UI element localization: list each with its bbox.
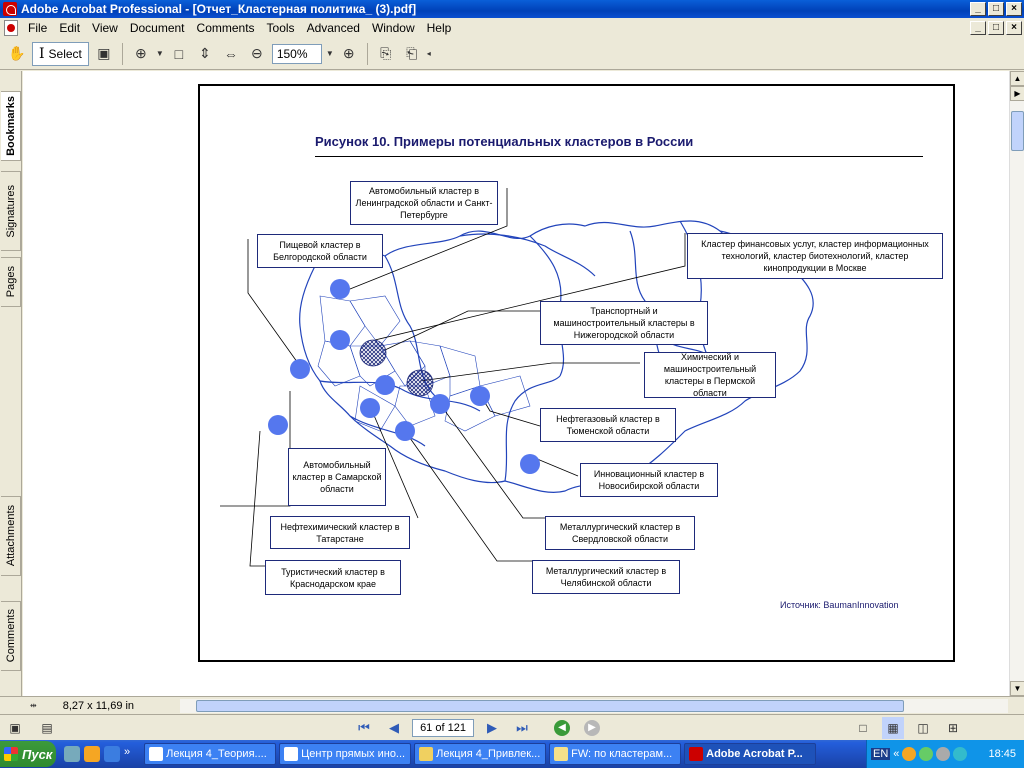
marker-moscow: [330, 330, 350, 350]
go-forward-icon[interactable]: ▶: [584, 720, 600, 736]
word-doc-icon: [149, 747, 163, 761]
horizontal-scroll-thumb[interactable]: [196, 700, 904, 712]
email-envelope-icon: [554, 747, 568, 761]
select-tool-label: Select: [48, 46, 82, 61]
label-belgorod: Пищевой кластер в Белгородской области: [257, 234, 383, 268]
zoom-in-icon[interactable]: ⊕: [342, 45, 355, 61]
label-tatarstan: Нефтехимический кластер в Татарстане: [270, 516, 410, 549]
marker-tyumen: [470, 386, 490, 406]
tab-bookmarks-label: Bookmarks: [4, 96, 17, 156]
rotate-view-icon[interactable]: ⎘: [380, 45, 392, 61]
marker-leningrad: [330, 279, 350, 299]
label-samara: Автомобильный кластер в Самарской области: [288, 448, 386, 506]
tab-comments-label: Comments: [4, 609, 17, 663]
tab-bookmarks[interactable]: [1, 91, 21, 161]
word-doc-icon: [284, 747, 298, 761]
tab-attachments[interactable]: [1, 496, 21, 576]
vertical-scrollbar[interactable]: [1009, 71, 1024, 696]
hand-tool-icon[interactable]: ✋: [8, 45, 26, 61]
quick-launch-more-icon[interactable]: »: [124, 746, 131, 758]
label-novosibirsk: Инновационный кластер в Новосибирской области: [580, 463, 718, 497]
scroll-up-icon[interactable]: ▲: [1010, 71, 1024, 86]
internet-explorer-icon[interactable]: [104, 746, 120, 762]
marker-belgorod: [290, 359, 310, 379]
horizontal-scrollbar[interactable]: [180, 699, 1008, 713]
taskbar-item-lecture-folder[interactable]: [414, 743, 546, 765]
title-bar: [0, 0, 1024, 18]
windows-taskbar: [0, 740, 1024, 768]
taskbar-item-label: FW: по кластерам...: [571, 748, 673, 760]
tab-attachments-label: Attachments: [4, 505, 17, 567]
document-icon[interactable]: [4, 20, 18, 36]
label-perm: Химический и машиностроительный кластеры в Пермской области: [644, 352, 776, 398]
show-desktop-icon[interactable]: [64, 746, 80, 762]
toolbar-more-icon[interactable]: ◂: [426, 49, 431, 58]
taskbar-item-label: Лекция 4_Привлек...: [436, 748, 541, 760]
menu-file[interactable]: File: [28, 21, 48, 35]
menu-view[interactable]: View: [92, 21, 118, 35]
window-title: Adobe Acrobat Professional - [Отчет_Кластерная политика_ (3).pdf]: [21, 2, 417, 16]
taskbar-item-label: Adobe Acrobat P...: [706, 748, 803, 760]
pdf-page: [198, 84, 955, 662]
start-button-label: Пуск: [22, 746, 53, 762]
vertical-scroll-thumb[interactable]: [1011, 111, 1024, 151]
folder-icon: [419, 747, 433, 761]
marker-krasnodar: [268, 415, 288, 435]
tray-network-icon[interactable]: [919, 747, 933, 761]
taskbar-item-label: Лекция 4_Теория....: [166, 748, 267, 760]
first-page-icon[interactable]: ⏮: [358, 719, 370, 735]
acrobat-app-icon[interactable]: [3, 2, 17, 16]
close-button[interactable]: ×: [1006, 2, 1022, 16]
taskbar-item-word-lecture-theory[interactable]: [144, 743, 276, 765]
horizontal-status-bar: [0, 696, 1024, 714]
tray-expand-icon[interactable]: «: [893, 748, 900, 760]
taskbar-item-direct-investment-center[interactable]: [279, 743, 411, 765]
doc-restore-button[interactable]: □: [988, 21, 1004, 35]
label-leningrad: Автомобильный кластер в Ленинградской области и Санкт-Петербурге: [350, 181, 498, 225]
maximize-button[interactable]: □: [988, 2, 1004, 16]
outlook-express-icon[interactable]: [84, 746, 100, 762]
windows-logo-icon: [4, 747, 18, 761]
marker-tatarstan: [375, 375, 395, 395]
acrobat-icon: [689, 747, 703, 761]
menu-bar: [0, 18, 1024, 38]
fit-width-icon[interactable]: ⇔: [223, 45, 238, 62]
tab-pages[interactable]: [1, 257, 21, 307]
label-nizhny: Транспортный и машиностроительный кластеры в Нижегородской области: [540, 301, 708, 345]
zoom-level-input[interactable]: 150%: [272, 44, 322, 64]
tab-signatures[interactable]: [1, 171, 21, 251]
go-back-icon[interactable]: ◀: [554, 720, 570, 736]
doc-minimize-button[interactable]: _: [970, 21, 986, 35]
zoom-tool-dropdown-icon[interactable]: ▼: [155, 49, 164, 58]
next-page-icon[interactable]: ▶: [487, 719, 497, 735]
marker-perm: [407, 370, 433, 396]
tab-comments[interactable]: [1, 601, 21, 671]
map-regions: [318, 296, 530, 431]
facing-layout-icon[interactable]: ◫: [917, 720, 929, 735]
marker-sverdlovsk: [430, 394, 450, 414]
navigation-panel-tabs: [0, 71, 22, 696]
toolbar: [0, 38, 1024, 70]
menu-document[interactable]: Document: [129, 21, 185, 35]
split-handle-icon[interactable]: ⇹: [30, 701, 37, 710]
select-tool-button[interactable]: [32, 42, 89, 66]
restore-panel-icon[interactable]: ▣: [9, 720, 21, 735]
previous-page-icon[interactable]: ◀: [389, 719, 399, 735]
menu-edit[interactable]: Edit: [59, 21, 81, 35]
toolbar-separator: [367, 43, 368, 65]
tab-pages-label: Pages: [4, 266, 17, 298]
label-chelyabinsk: Металлургический кластер в Челябинской области: [532, 560, 680, 594]
clock: 18:45: [988, 748, 1016, 760]
system-tray: [866, 740, 1024, 768]
marker-nizhny: [360, 340, 386, 366]
zoom-dropdown-icon[interactable]: ▼: [325, 49, 334, 58]
figure-title: Рисунок 10. Примеры потенциальных кластеров в России: [315, 134, 694, 149]
label-moscow: Кластер финансовых услуг, кластер информационных технологий, кластер биотехнологий, кластер кинопродукции в Москве: [687, 233, 943, 279]
menu-window[interactable]: Window: [371, 21, 415, 35]
tray-app-icon[interactable]: [902, 747, 916, 761]
zoom-in-tool-icon[interactable]: ⊕: [135, 45, 147, 61]
continuous-layout-icon[interactable]: ▦: [882, 717, 904, 739]
single-page-layout-icon[interactable]: □: [859, 720, 867, 735]
language-indicator[interactable]: EN: [873, 748, 889, 760]
hatched-markers: [360, 340, 433, 396]
rotate-view-cw-icon[interactable]: ⎗: [406, 45, 418, 61]
continuous-facing-layout-icon[interactable]: ⊞: [947, 720, 959, 735]
actual-size-icon[interactable]: □: [174, 45, 184, 62]
taskbar-item-email-clusters[interactable]: [549, 743, 681, 765]
last-page-icon[interactable]: ⏭: [516, 719, 528, 735]
taskbar-item-adobe-acrobat[interactable]: [684, 743, 816, 765]
menu-comments[interactable]: Comments: [196, 21, 255, 35]
menu-advanced[interactable]: Advanced: [306, 21, 360, 35]
cluster-markers: [268, 279, 540, 474]
label-sverdlovsk: Металлургический кластер в Свердловской области: [545, 516, 695, 550]
scroll-down-icon[interactable]: ▼: [1010, 681, 1024, 696]
document-panel-icon[interactable]: ▤: [41, 720, 53, 735]
menu-help[interactable]: Help: [426, 21, 452, 35]
marker-chelyabinsk: [395, 421, 415, 441]
tray-volume-icon[interactable]: [936, 747, 950, 761]
tab-signatures-label: Signatures: [4, 184, 17, 238]
marker-samara: [360, 398, 380, 418]
snapshot-camera-icon[interactable]: ▣: [97, 45, 111, 61]
marker-novosibirsk: [520, 454, 540, 474]
start-button[interactable]: [0, 741, 56, 767]
label-tyumen: Нефтегазовый кластер в Тюменской области: [540, 408, 676, 442]
toolbar-separator: [122, 43, 123, 65]
tray-security-icon[interactable]: [953, 747, 967, 761]
text-cursor-icon: I: [39, 45, 45, 62]
doc-close-button[interactable]: ×: [1006, 21, 1022, 35]
taskbar-item-label: Центр прямых ино...: [301, 748, 406, 760]
page-navigation-bar: [0, 714, 1024, 740]
menu-tools[interactable]: Tools: [266, 21, 295, 35]
scroll-right-page-icon[interactable]: ▶: [1010, 86, 1024, 101]
document-view[interactable]: [23, 71, 1009, 696]
page-size-readout: 8,27 x 11,69 in: [62, 699, 135, 712]
quick-launch: [64, 746, 130, 762]
page-number-input[interactable]: 61 of 121: [412, 719, 474, 737]
figure-source: Источник: BaumanInnovation: [780, 600, 899, 610]
label-krasnodar: Туристический кластер в Краснодарском крае: [265, 560, 401, 595]
fit-page-icon[interactable]: ⇕: [198, 45, 211, 61]
minimize-button[interactable]: _: [970, 2, 986, 16]
zoom-out-icon[interactable]: ⊖: [250, 45, 263, 61]
